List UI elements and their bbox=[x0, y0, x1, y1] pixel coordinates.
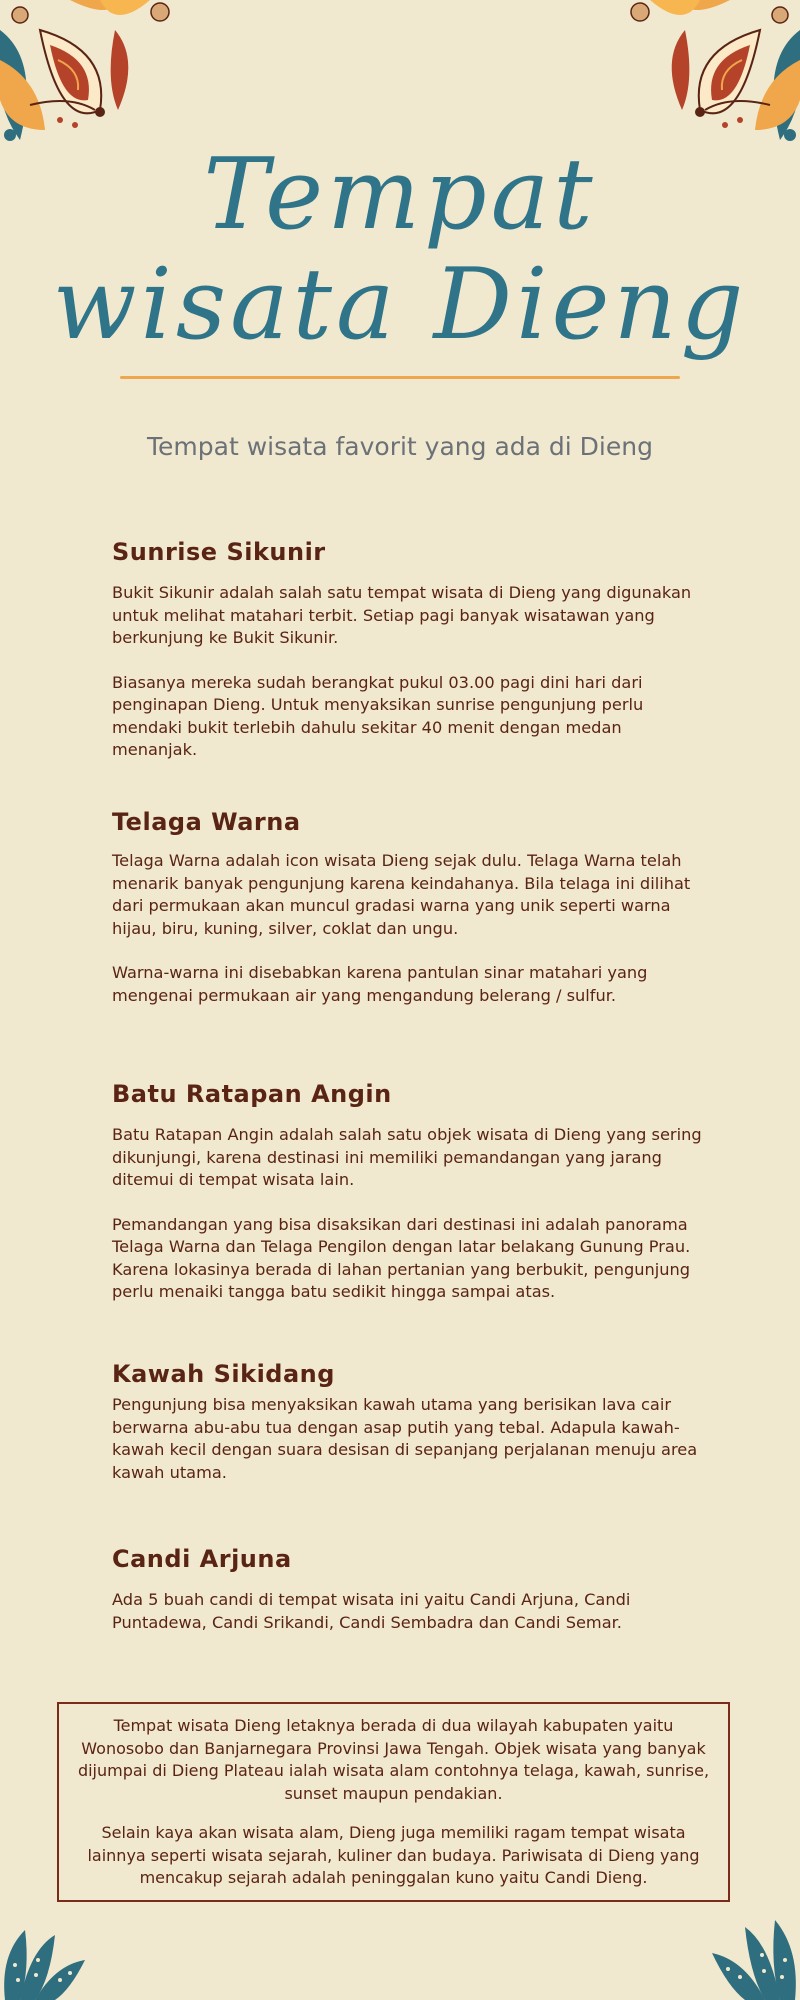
section-heading: Sunrise Sikunir bbox=[112, 538, 326, 566]
section-sunrise-sikunir bbox=[112, 538, 702, 762]
summary-box bbox=[57, 1702, 730, 1902]
page-subtitle: Tempat wisata favorit yang ada di Dieng bbox=[147, 432, 653, 461]
section-paragraph: Batu Ratapan Angin adalah salah satu objek wisata di Dieng yang sering dikunjungi, karena destinasi ini memiliki pemandangan yang jarang ditemui di tempat wisata lain. bbox=[112, 1125, 702, 1189]
section-paragraph: Biasanya mereka sudah berangkat pukul 03.00 pagi dini hari dari penginapan Dieng. Untuk menyaksikan sunrise pengunjung perlu mendaki bukit terlebih dahulu sekitar 40 menit dengan medan menanjak. bbox=[112, 672, 644, 759]
page-title bbox=[0, 140, 800, 360]
summary-paragraph: Tempat wisata Dieng letaknya berada di dua wilayah kabupaten yaitu Wonosobo dan Banjarnegara Provinsi Jawa Tengah. Objek wisata yang banyak dijumpai di Dieng Plateau ialah wisata alam contohnya telaga, kawah, sunrise, sunset maupun pendakian. bbox=[77, 1716, 710, 1803]
section-paragraph: Telaga Warna adalah icon wisata Dieng sejak dulu. Telaga Warna telah menarik banyak pengunjung karena keindahanya. Bila telaga ini dilihat dari permukaan akan muncul gradasi warna yang unik seperti warna hijau, biru, kuning, silver, coklat dan ungu. bbox=[112, 851, 691, 938]
section-kawah-sikidang bbox=[112, 1360, 702, 1484]
section-paragraph: Warna-warna ini disebabkan karena pantulan sinar matahari yang mengenai permukaan air yang mengandung belerang / sulfur. bbox=[112, 963, 648, 1005]
section-paragraph: Pengunjung bisa menyaksikan kawah utama yang berisikan lava cair berwarna abu-abu tua dengan asap putih yang tebal. Adapula kawah-kawah kecil dengan suara desisan di sepanjang perjalanan menuju area kawah utama. bbox=[112, 1395, 698, 1482]
leaf-ornament-icon bbox=[710, 1915, 800, 2000]
page-title-line-2: wisata Dieng bbox=[52, 248, 748, 362]
floral-ornament-icon bbox=[0, 0, 175, 150]
floral-ornament-icon bbox=[625, 0, 800, 150]
leaf-ornament-icon bbox=[0, 1925, 90, 2000]
section-heading: Candi Arjuna bbox=[112, 1545, 292, 1573]
page-title-line-1: Tempat bbox=[203, 138, 597, 252]
section-candi-arjuna bbox=[112, 1545, 702, 1634]
section-heading: Batu Ratapan Angin bbox=[112, 1080, 392, 1108]
section-paragraph: Ada 5 buah candi di tempat wisata ini yaitu Candi Arjuna, Candi Puntadewa, Candi Srikandi, Candi Sembadra dan Candi Semar. bbox=[112, 1590, 631, 1632]
section-paragraph: Pemandangan yang bisa disaksikan dari destinasi ini adalah panorama Telaga Warna dan Telaga Pengilon dengan latar belakang Gunung Prau. Karena lokasinya berada di lahan pertanian yang berbukit, pengunjung perlu menaiki tangga batu sedikit hingga sampai atas. bbox=[112, 1214, 691, 1301]
title-underline bbox=[120, 376, 680, 379]
section-heading: Kawah Sikidang bbox=[112, 1360, 335, 1388]
section-telaga-warna bbox=[112, 808, 702, 1007]
section-heading: Telaga Warna bbox=[112, 808, 301, 836]
section-batu-ratapan-angin bbox=[112, 1080, 702, 1304]
section-paragraph: Bukit Sikunir adalah salah satu tempat wisata di Dieng yang digunakan untuk melihat matahari terbit. Setiap pagi banyak wisatawan yang berkunjung ke Bukit Sikunir. bbox=[112, 583, 692, 647]
summary-paragraph: Selain kaya akan wisata alam, Dieng juga memiliki ragam tempat wisata lainnya seperti wisata sejarah, kuliner dan budaya. Pariwisata di Dieng yang mencakup sejarah adalah peninggalan kuno yaitu Candi Dieng. bbox=[87, 1823, 700, 1887]
